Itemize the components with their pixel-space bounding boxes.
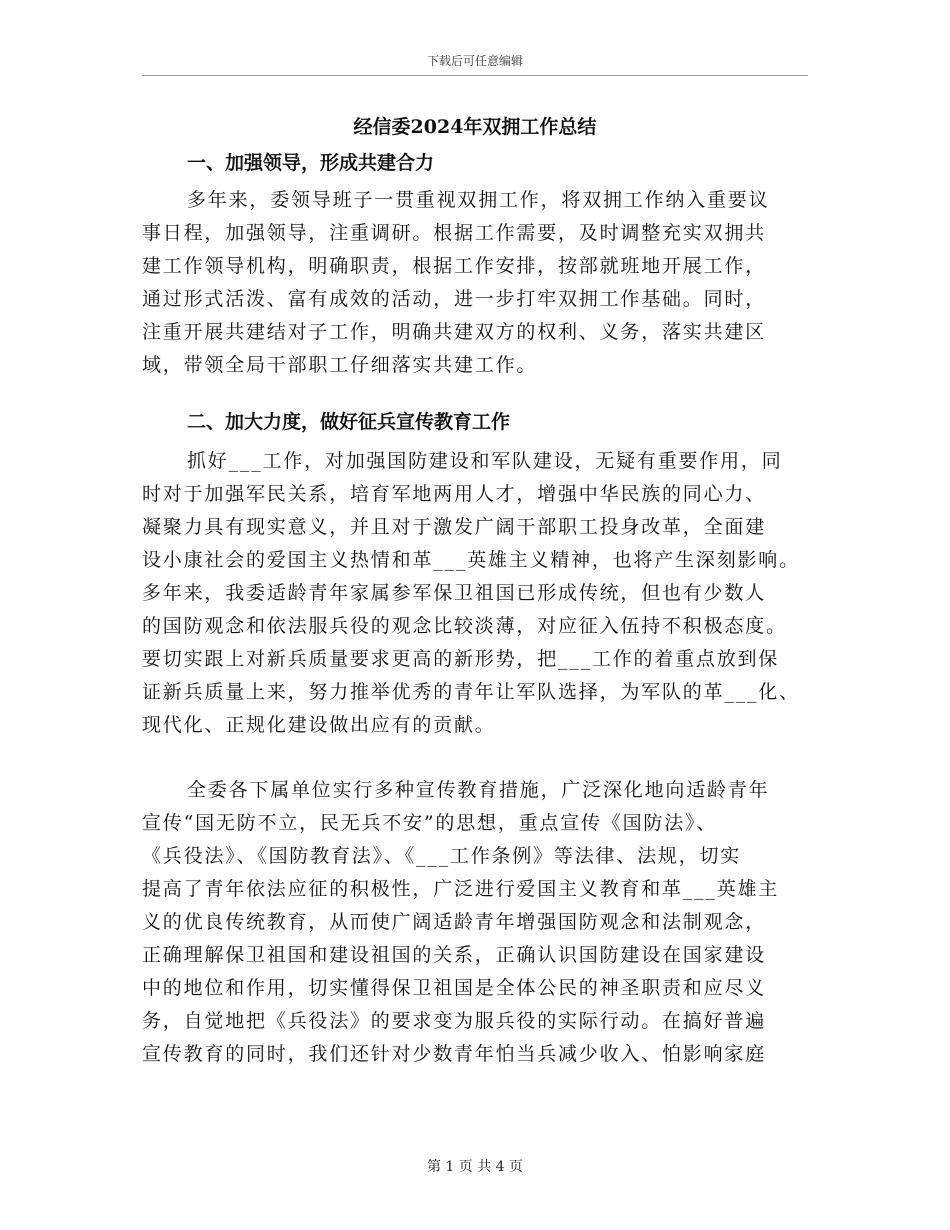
text-line: 宣传“国无防不立，民无兵不安”的思想，重点宣传《国防法》、 (142, 812, 718, 834)
text-line: 多年来，委领导班子一贯重视双拥工作，将双拥工作纳入重要议 (187, 189, 770, 211)
text-line: 注重开展共建结对子工作，明确共建双方的权利、义务，落实共建区 (142, 321, 767, 343)
text-line: 提高了青年依法应征的积极性，广泛进行爱国主义教育和革___英雄主 (142, 878, 780, 900)
page-number-footer: 第 1 页 共 4 页 (426, 1159, 524, 1175)
section-2-heading: 二、加大力度，做好征兵宣传教育工作 (187, 411, 511, 433)
text-line: 现代化、正规化建设做出应有的贡献。 (142, 714, 496, 736)
text-line: 凝聚力具有现实意义，并且对于激发广阔干部职工投身改革，全面建 (142, 516, 767, 538)
text-line: 多年来，我委适龄青年家属参军保卫祖国已形成传统，但也有少数人 (142, 582, 767, 604)
text-line: 设小康社会的爱国主义热情和革___英雄主义精神，也将产生深刻影响。 (142, 549, 800, 571)
text-line: 要切实跟上对新兵质量要求更高的新形势，把___工作的着重点放到保 (142, 648, 780, 670)
text-line: 时对于加强军民关系，培育军地两用人才，增强中华民族的同心力、 (142, 483, 767, 505)
document-title: 经信委2024年双拥工作总结 (353, 116, 597, 138)
section-1-heading: 一、加强领导，形成共建合力 (187, 152, 435, 174)
text-line: 中的地位和作用，切实懂得保卫祖国是全体公民的神圣职责和应尽义 (142, 977, 767, 999)
page-header-note: 下载后可任意编辑 (426, 54, 523, 68)
text-line: 义的优良传统教育，从而使广阔适龄青年增强国防观念和法制观念， (142, 911, 767, 933)
text-line: 域，带领全局干部职工仔细落实共建工作。 (142, 354, 538, 376)
text-line: 事日程，加强领导，注重调研。根据工作需要，及时调整充实双拥共 (142, 222, 767, 244)
text-line: 的国防观念和依法服兵役的观念比较淡薄，对应征入伍持不积极态度。 (142, 615, 787, 637)
text-line: 全委各下属单位实行多种宣传教育措施，广泛深化地向适龄青年 (187, 779, 770, 801)
text-line: 建工作领导机构，明确职责，根据工作安排，按部就班地开展工作， (142, 255, 767, 277)
text-line: 抓好___工作，对加强国防建设和军队建设，无疑有重要作用，同 (187, 450, 783, 472)
text-line: 《兵役法》、《国防教育法》、《___工作条例》等法律、法规，切实 (142, 845, 742, 867)
text-line: 正确理解保卫祖国和建设祖国的关系，正确认识国防建设在国家建设 (142, 944, 767, 966)
text-line: 证新兵质量上来，努力推举优秀的青年让军队选择，为军队的革___化、 (142, 681, 800, 703)
text-line: 通过形式活泼、富有成效的活动，进一步打牢双拥工作基础。同时， (142, 288, 767, 310)
header-divider (142, 75, 808, 76)
text-line: 宣传教育的同时，我们还针对少数青年怕当兵减少收入、怕影响家庭 (142, 1043, 767, 1065)
text-line: 务，自觉地把《兵役法》的要求变为服兵役的实际行动。在搞好普遍 (142, 1010, 767, 1032)
